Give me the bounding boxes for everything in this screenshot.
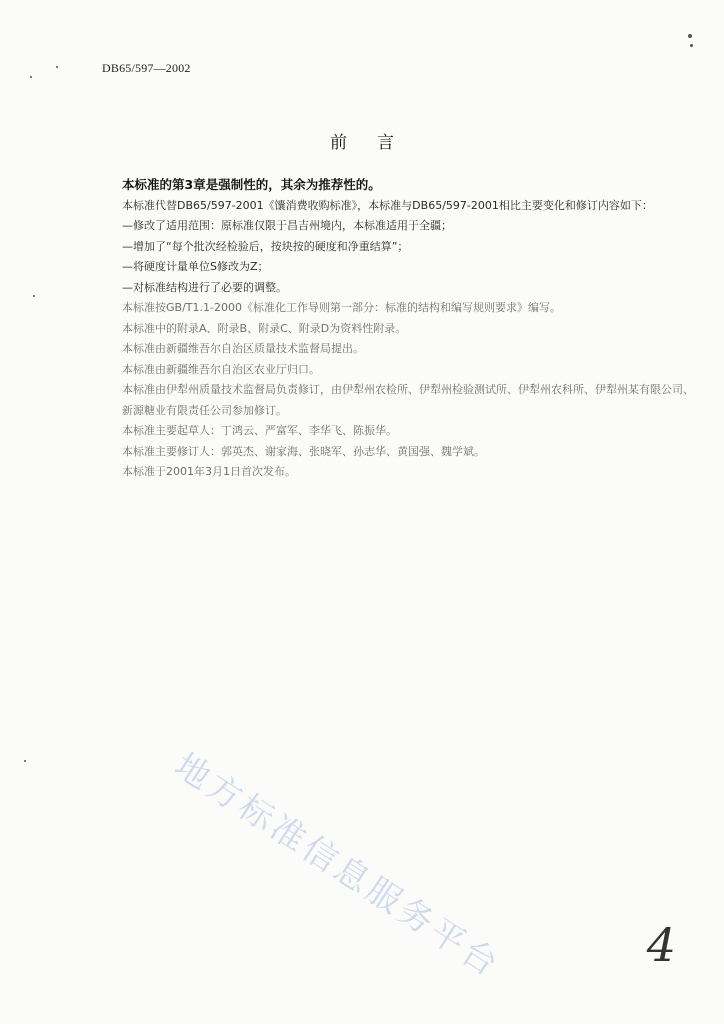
paragraph-revision-units: 本标准由伊犁州质量技术监督局负责修订，由伊犁州农检所、伊犁州检验测试所、伊犁州农科所、伊犁州某有限公司、新源糖业有限责任公司参加修订。 <box>122 383 694 417</box>
scan-speck <box>688 34 692 38</box>
scan-speck <box>56 66 58 68</box>
paragraph-replacement: 本标准代替DB65/597-2001《馕消费收购标准》，本标准与DB65/597-2001相比主要变化和修订内容如下： <box>122 198 653 212</box>
paragraph-revisers: 本标准主要修订人：郭英杰、谢家海、张晓军、孙志华、黄国强、魏学斌。 <box>122 444 485 458</box>
paragraph-administrator: 本标准由新疆维吾尔自治区农业厅归口。 <box>122 362 320 376</box>
paragraph-drafting-rules: 本标准按GB/T1.1-2000《标准化工作导则第一部分：标准的结构和编写规则要求》编写。 <box>122 301 561 314</box>
standard-code: DB65/597—2002 <box>102 61 191 75</box>
page-title: 前言 <box>330 133 424 153</box>
foreword-body <box>100 175 695 483</box>
scan-speck <box>690 44 693 47</box>
watermark: 地方标准信息服务平台 <box>167 745 508 987</box>
scan-speck <box>24 760 26 762</box>
paragraph-drafters: 本标准主要起草人：丁鸿云、严富军、李华飞、陈振华。 <box>122 424 397 437</box>
paragraph-change-unit: —将硬度计量单位S修改为Z； <box>122 260 269 273</box>
paragraph-change-scope: —修改了适用范围：原标准仅限于昌吉州境内，本标准适用于全疆； <box>122 219 452 232</box>
scan-speck <box>30 76 32 78</box>
scan-speck <box>33 295 35 297</box>
paragraph-proposer: 本标准由新疆维吾尔自治区质量技术监督局提出。 <box>122 342 364 355</box>
paragraph-change-inspection: —增加了“每个批次经检验后，按块按的硬度和净重结算”； <box>122 239 409 253</box>
paragraph-mandatory-clause: 本标准的第3章是强制性的，其余为推荐性的。 <box>122 177 381 192</box>
paragraph-change-structure: —对标准结构进行了必要的调整。 <box>122 280 287 294</box>
page-number: 4 <box>646 918 676 972</box>
paragraph-appendices: 本标准中的附录A、附录B、附录C、附录D为资料性附录。 <box>122 321 407 335</box>
paragraph-first-issue: 本标准于2001年3月1日首次发布。 <box>122 465 296 478</box>
